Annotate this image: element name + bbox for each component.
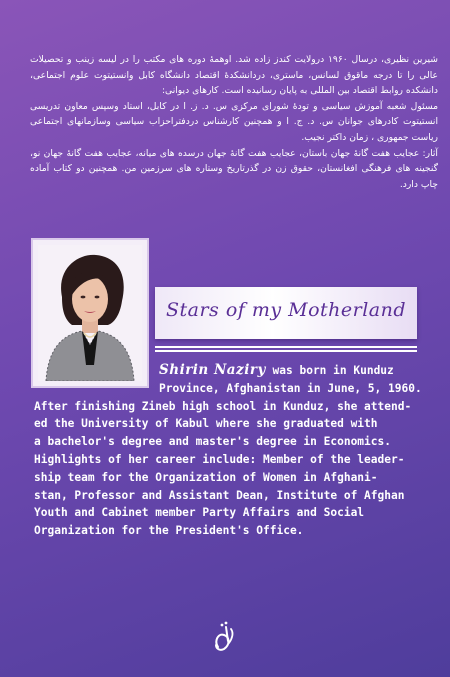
banner-title: Stars of my Motherland [165, 299, 407, 321]
portrait-illustration [38, 245, 142, 381]
bio-line-9: Youth and Cabinet member Party Affairs and Social [34, 506, 365, 520]
bio-line-4: ed the University of Kabul where she graduated with [34, 417, 378, 431]
bio-line-10: Organization for the President's Office. [34, 524, 304, 538]
english-biography [34, 362, 422, 538]
bio-line-7: ship team for the Organization of Women in Afghani- [34, 470, 378, 484]
portrait-photo [31, 238, 149, 388]
divider-line-bottom [155, 350, 417, 352]
bio-line-6: Highlights of her career include: Member of the leader- [34, 453, 405, 466]
bio-line-5: a bachelor's degree and master's degree in Economics. [34, 435, 391, 449]
bio-line-3: After finishing Zineb high school in Kunduz, she attend- [34, 399, 412, 413]
persian-paragraph-2: مسئول شعبه آموزش سیاسی و تودهٔ شورای مرکزی س. د. ز. ا در کابل، استاد وسپس معاون تدریسی انستیتوت کادرهای جوانان س. د. ج. ا و همچنین کارشناس دردفتراحزاب سیاسی وسازمانهای اجتماعی ریاست جمهوری ، زمان داکتر نجیب. [30, 100, 438, 143]
persian-biography [30, 52, 438, 192]
persian-paragraph-1: شیرین نظیری، درسال ۱۹۶۰ درولایت کندز زاده شد. اوهمهٔ دوره های مکتب را در لیسه زینب و تحصیلات عالی را تا درجه ماقوق لسانس، ماستری، دردانشکدهٔ اقتصاد دانشگاه کابل وانستیتوت علوم اجتماعی، دانشکده روابط اقتصاد بین المللی به پایان رسانیده است. کارهای دیوانی: [30, 54, 438, 97]
bio-line-2: Province, Afghanistan in June, 5, 1960. [159, 381, 422, 395]
calligraphy-logo-icon [204, 617, 244, 657]
bio-line-1 [159, 362, 417, 380]
title-banner [155, 287, 417, 339]
persian-paragraph-3: آثار: عجایب هفت گانهٔ جهان باستان، عجایب هفت گانهٔ جهان درسده های میانه، عجایب هفت گانهٔ جهان نو، گنجینه های فرهنگی افغانستان، حقوق زن در گذرتاریخ وستاره های سرزمین من. همچنین دو کتاب آماده چاپ دارد. [30, 147, 438, 190]
author-name: Shirin Naziry [159, 362, 266, 378]
bio-line-1-text: was born in Kunduz [265, 364, 394, 377]
bio-line-8: stan, Professor and Assistant Dean, Institute of Afghan [34, 488, 405, 502]
divider-line-top [155, 346, 417, 348]
